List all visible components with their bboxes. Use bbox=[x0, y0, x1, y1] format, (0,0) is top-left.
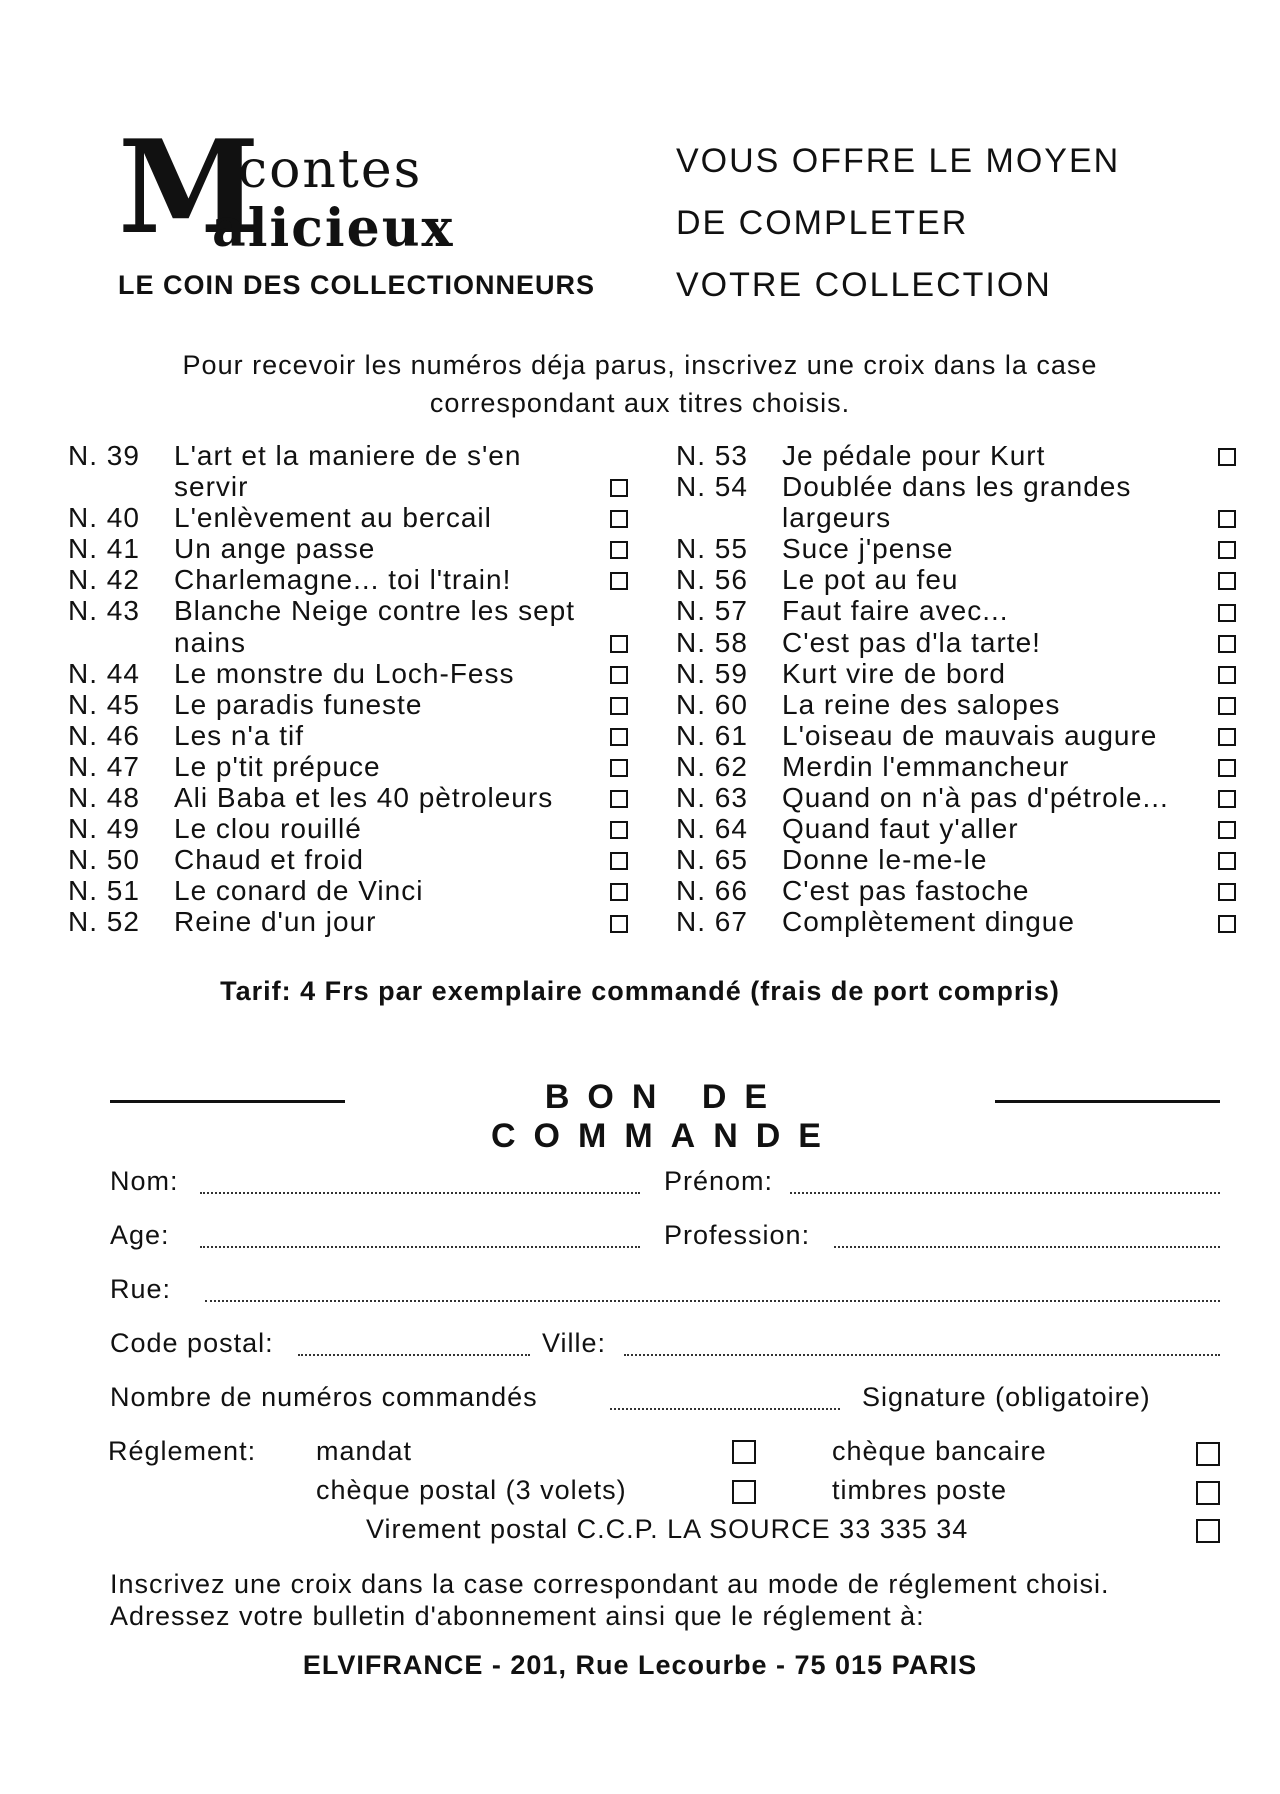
issue-row bbox=[68, 502, 628, 533]
offer-line-1: VOUS OFFRE LE MOYEN bbox=[676, 142, 1121, 180]
issue-checkbox[interactable] bbox=[1218, 604, 1236, 622]
issue-title: Merdin l'emmancheur bbox=[782, 750, 1070, 782]
issue-number: N. 50 bbox=[68, 844, 140, 876]
intro-line-2: correspondant aux titres choisis. bbox=[429, 388, 851, 418]
issue-title: L'art et la maniere de s'en servir bbox=[174, 440, 522, 503]
cheque-postal-checkbox[interactable] bbox=[732, 1480, 756, 1504]
issue-checkbox[interactable] bbox=[1218, 572, 1236, 590]
issue-checkbox[interactable] bbox=[610, 666, 628, 684]
issue-checkbox[interactable] bbox=[610, 915, 628, 933]
issue-checkbox[interactable] bbox=[610, 479, 628, 497]
mandat-checkbox[interactable] bbox=[732, 1440, 756, 1464]
issue-row bbox=[676, 813, 1236, 844]
instructions-text bbox=[110, 1568, 1110, 1632]
issues-list-right bbox=[676, 440, 1236, 938]
issue-title: Faut faire avec... bbox=[782, 595, 1009, 627]
issue-title: Complètement dingue bbox=[782, 906, 1075, 938]
tarif-text: Tarif: 4 Frs par exemplaire commandé (frais de port compris) bbox=[220, 976, 1060, 1006]
issue-checkbox[interactable] bbox=[610, 728, 628, 746]
order-form-title bbox=[110, 1076, 1220, 1155]
issue-checkbox[interactable] bbox=[610, 541, 628, 559]
issue-row bbox=[676, 720, 1236, 751]
issue-checkbox[interactable] bbox=[610, 883, 628, 901]
issue-title: Chaud et froid bbox=[174, 844, 364, 876]
nombre-field[interactable] bbox=[610, 1406, 840, 1410]
issue-row bbox=[676, 906, 1236, 937]
issue-row bbox=[676, 440, 1236, 471]
ville-field[interactable] bbox=[624, 1352, 1220, 1356]
issue-checkbox[interactable] bbox=[1218, 728, 1236, 746]
issue-row bbox=[676, 751, 1236, 782]
title-rule-right bbox=[995, 1100, 1220, 1103]
issue-title: Reine d'un jour bbox=[174, 906, 377, 938]
rue-field[interactable] bbox=[205, 1298, 1220, 1302]
instructions-line-2: Adressez votre bulletin d'abonnement ainsi que le réglement à: bbox=[110, 1601, 925, 1631]
timbres-label: timbres poste bbox=[832, 1475, 1008, 1505]
issue-row bbox=[676, 595, 1236, 626]
logo-line-2: alicieux bbox=[212, 198, 455, 259]
issue-checkbox[interactable] bbox=[1218, 821, 1236, 839]
issue-checkbox[interactable] bbox=[1218, 541, 1236, 559]
offer-line-2: DE COMPLETER bbox=[676, 204, 969, 242]
issue-checkbox[interactable] bbox=[1218, 448, 1236, 466]
intro-text bbox=[100, 346, 1180, 422]
issue-row bbox=[676, 875, 1236, 906]
age-field[interactable] bbox=[200, 1244, 640, 1248]
issue-number: N. 66 bbox=[676, 875, 748, 907]
issue-number: N. 46 bbox=[68, 719, 140, 751]
issue-title: Ali Baba et les 40 pètroleurs bbox=[174, 782, 554, 814]
issue-checkbox[interactable] bbox=[1218, 915, 1236, 933]
profession-label: Profession: bbox=[664, 1220, 811, 1250]
mailing-address: ELVIFRANCE - 201, Rue Lecourbe - 75 015 PARIS bbox=[302, 1650, 978, 1680]
cheque-postal-label: chèque postal (3 volets) bbox=[316, 1475, 627, 1505]
issue-checkbox[interactable] bbox=[1218, 790, 1236, 808]
prenom-label: Prénom: bbox=[664, 1166, 774, 1196]
issue-number: N. 58 bbox=[676, 626, 748, 658]
issue-number: N. 39 bbox=[68, 440, 140, 471]
issue-title: Suce j'pense bbox=[782, 533, 954, 565]
issue-row bbox=[68, 782, 628, 813]
issue-number: N. 45 bbox=[68, 688, 140, 720]
ville-label: Ville: bbox=[542, 1328, 607, 1358]
issue-number: N. 53 bbox=[676, 440, 748, 471]
nom-label: Nom: bbox=[110, 1166, 179, 1196]
magazine-logo bbox=[118, 113, 455, 263]
issue-checkbox[interactable] bbox=[1218, 759, 1236, 777]
issue-row bbox=[676, 627, 1236, 658]
issue-number: N. 42 bbox=[68, 564, 140, 596]
logo-line-1: contes bbox=[238, 140, 423, 200]
issue-title: Blanche Neige contre les sept nains bbox=[174, 595, 575, 658]
offer-line-3: VOTRE COLLECTION bbox=[676, 266, 1052, 304]
virement-checkbox[interactable] bbox=[1196, 1519, 1220, 1543]
issue-number: N. 59 bbox=[676, 657, 748, 689]
nombre-label: Nombre de numéros commandés bbox=[110, 1382, 538, 1412]
issue-number: N. 57 bbox=[676, 595, 748, 627]
issue-title: Quand faut y'aller bbox=[782, 813, 1019, 845]
page-subtitle: LE COIN DES COLLECTIONNEURS bbox=[118, 270, 596, 300]
cheque-bancaire-label: chèque bancaire bbox=[832, 1436, 1047, 1466]
issue-checkbox[interactable] bbox=[610, 572, 628, 590]
issue-checkbox[interactable] bbox=[1218, 883, 1236, 901]
virement-label: Virement postal C.C.P. LA SOURCE 33 335 34 bbox=[366, 1514, 969, 1544]
offer-heading bbox=[676, 136, 1196, 322]
issue-number: N. 60 bbox=[676, 688, 748, 720]
issue-row bbox=[68, 658, 628, 689]
issue-checkbox[interactable] bbox=[610, 697, 628, 715]
issue-checkbox[interactable] bbox=[610, 759, 628, 777]
issue-title: Le pot au feu bbox=[782, 564, 959, 596]
issue-checkbox[interactable] bbox=[610, 790, 628, 808]
issue-row bbox=[676, 658, 1236, 689]
issue-row bbox=[676, 689, 1236, 720]
issue-row bbox=[676, 782, 1236, 813]
title-rule-left bbox=[110, 1100, 345, 1103]
issue-title: Charlemagne... toi l'train! bbox=[174, 564, 512, 596]
issue-row bbox=[676, 564, 1236, 595]
code-postal-field[interactable] bbox=[298, 1352, 530, 1356]
issues-list-left bbox=[68, 440, 628, 938]
cheque-bancaire-checkbox[interactable] bbox=[1196, 1442, 1220, 1466]
intro-line-1: Pour recevoir les numéros déja parus, inscrivez une croix dans la case bbox=[182, 350, 1098, 380]
issue-number: N. 67 bbox=[676, 906, 748, 938]
issue-checkbox[interactable] bbox=[1218, 635, 1236, 653]
issue-row bbox=[68, 595, 628, 657]
issue-number: N. 63 bbox=[676, 782, 748, 814]
reglement-label: Réglement: bbox=[108, 1436, 257, 1466]
issue-number: N. 54 bbox=[676, 471, 748, 503]
issue-checkbox[interactable] bbox=[1218, 510, 1236, 528]
issue-number: N. 41 bbox=[68, 533, 140, 565]
order-form-title-text: BON DE COMMANDE bbox=[491, 1078, 839, 1155]
issue-checkbox[interactable] bbox=[610, 635, 628, 653]
issue-title: Un ange passe bbox=[174, 533, 376, 565]
age-label: Age: bbox=[110, 1220, 170, 1250]
issue-number: N. 44 bbox=[68, 657, 140, 689]
issue-title: Je pédale pour Kurt bbox=[782, 440, 1046, 471]
code-postal-label: Code postal: bbox=[110, 1328, 274, 1358]
issue-title: L'enlèvement au bercail bbox=[174, 502, 492, 534]
issue-title: Le p'tit prépuce bbox=[174, 750, 381, 782]
issue-row bbox=[68, 689, 628, 720]
rue-label: Rue: bbox=[110, 1274, 172, 1304]
issue-number: N. 61 bbox=[676, 719, 748, 751]
mandat-label: mandat bbox=[316, 1436, 413, 1466]
issue-number: N. 51 bbox=[68, 875, 140, 907]
issue-row bbox=[68, 875, 628, 906]
issue-number: N. 62 bbox=[676, 750, 748, 782]
issue-title: La reine des salopes bbox=[782, 688, 1061, 720]
logo-initial: M bbox=[118, 113, 260, 263]
prenom-field[interactable] bbox=[790, 1190, 1220, 1194]
issue-title: L'oiseau de mauvais augure bbox=[782, 719, 1158, 751]
issue-title: Le clou rouillé bbox=[174, 813, 362, 845]
issue-number: N. 64 bbox=[676, 813, 748, 845]
issue-checkbox[interactable] bbox=[610, 852, 628, 870]
issue-checkbox[interactable] bbox=[1218, 697, 1236, 715]
issue-checkbox[interactable] bbox=[1218, 852, 1236, 870]
issue-title: Quand on n'à pas d'pétrole... bbox=[782, 782, 1169, 814]
issue-row bbox=[68, 844, 628, 875]
issue-title: Donne le-me-le bbox=[782, 844, 988, 876]
issue-number: N. 48 bbox=[68, 782, 140, 814]
issue-title: Doublée dans les grandes largeurs bbox=[782, 471, 1132, 534]
issue-row bbox=[68, 906, 628, 937]
issue-row bbox=[68, 564, 628, 595]
issue-number: N. 65 bbox=[676, 844, 748, 876]
issue-row bbox=[68, 720, 628, 751]
issue-row bbox=[676, 844, 1236, 875]
issue-row bbox=[676, 471, 1236, 533]
issue-number: N. 56 bbox=[676, 564, 748, 596]
signature-label: Signature (obligatoire) bbox=[862, 1382, 1151, 1412]
issue-row bbox=[68, 533, 628, 564]
issue-title: C'est pas fastoche bbox=[782, 875, 1030, 907]
instructions-line-1: Inscrivez une croix dans la case correspondant au mode de réglement choisi. bbox=[110, 1569, 1110, 1599]
issue-number: N. 52 bbox=[68, 906, 140, 938]
nom-field[interactable] bbox=[200, 1190, 640, 1194]
issue-number: N. 40 bbox=[68, 502, 140, 534]
issue-title: C'est pas d'la tarte! bbox=[782, 626, 1041, 658]
issue-title: Kurt vire de bord bbox=[782, 657, 1006, 689]
issue-row bbox=[68, 751, 628, 782]
issue-number: N. 49 bbox=[68, 813, 140, 845]
timbres-checkbox[interactable] bbox=[1196, 1481, 1220, 1505]
issue-title: Les n'a tif bbox=[174, 719, 304, 751]
issue-title: Le paradis funeste bbox=[174, 688, 423, 720]
issue-title: Le conard de Vinci bbox=[174, 875, 424, 907]
issue-checkbox[interactable] bbox=[610, 821, 628, 839]
issue-title: Le monstre du Loch-Fess bbox=[174, 657, 515, 689]
issue-checkbox[interactable] bbox=[1218, 666, 1236, 684]
issue-row bbox=[68, 813, 628, 844]
profession-field[interactable] bbox=[834, 1244, 1220, 1248]
issue-checkbox[interactable] bbox=[610, 510, 628, 528]
issue-number: N. 43 bbox=[68, 595, 140, 627]
issue-number: N. 47 bbox=[68, 750, 140, 782]
issue-number: N. 55 bbox=[676, 533, 748, 565]
issue-row bbox=[68, 440, 628, 502]
issue-row bbox=[676, 533, 1236, 564]
